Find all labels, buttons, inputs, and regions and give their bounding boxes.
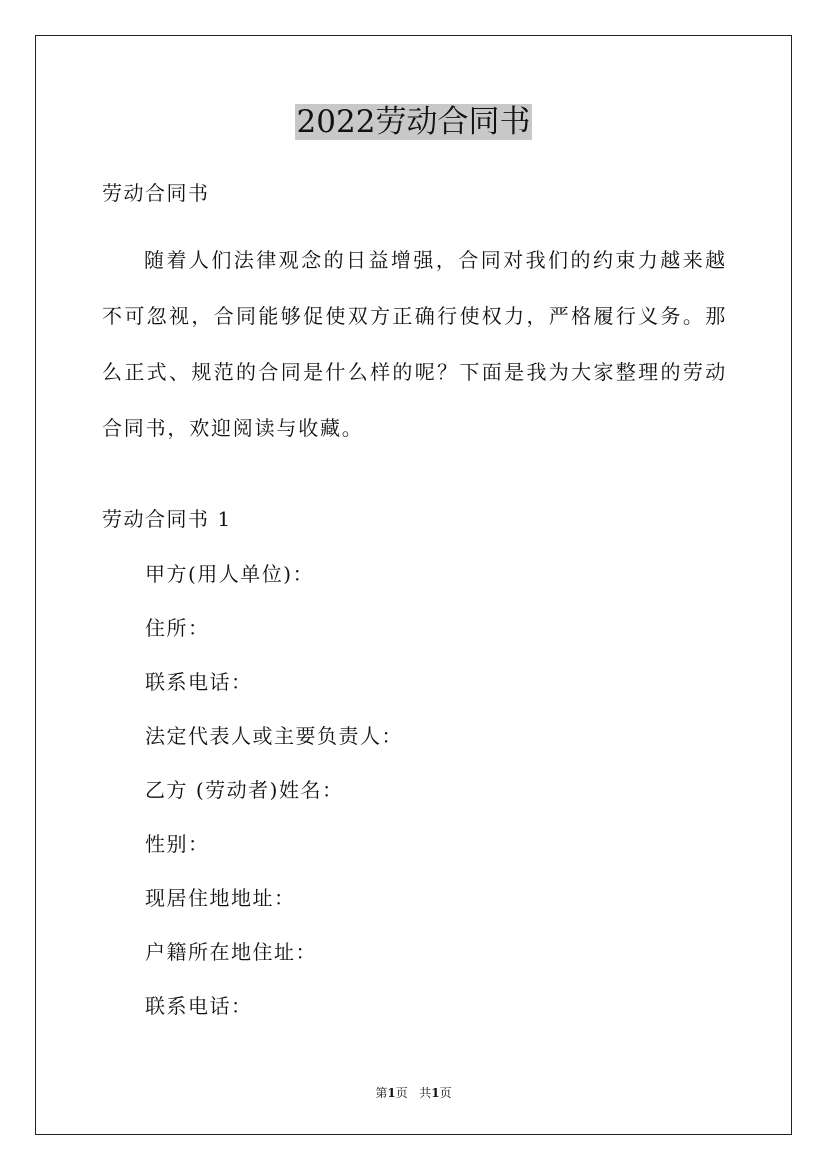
intro-paragraph: 随着人们法律观念的日益增强，合同对我们的约束力越来越不可忽视，合同能够促使双方正确行使权力，严格履行义务。那么正式、规范的合同是什么样的呢？下面是我为大家整理的劳动合同书，欢迎阅读与收藏。 (102, 248, 727, 440)
field-address-a: 住所： (145, 616, 210, 640)
total-suffix: 页 (439, 1086, 452, 1100)
total-prefix: 共 (419, 1086, 432, 1100)
section-title: 劳动合同书 1 (102, 507, 232, 531)
field-legal-representative: 法定代表人或主要负责人： (145, 724, 403, 748)
page-suffix: 页 (395, 1086, 408, 1100)
field-current-address: 现居住地地址： (145, 886, 296, 910)
page-prefix: 第 (375, 1086, 388, 1100)
field-phone-b: 联系电话： (145, 994, 253, 1018)
page-footer (0, 1084, 827, 1101)
document-heading: 劳动合同书 (102, 181, 210, 205)
field-gender: 性别： (145, 832, 210, 856)
field-party-a: 甲方(用人单位)： (145, 562, 315, 586)
field-phone-a: 联系电话： (145, 670, 253, 694)
document-title-text: 2022劳动合同书 (296, 104, 531, 140)
total-number: 1 (431, 1086, 440, 1100)
field-party-b-name: 乙方 (劳动者)姓名： (145, 778, 344, 802)
document-title (0, 100, 827, 144)
page-number: 1 (387, 1086, 396, 1100)
field-household-address: 户籍所在地住址： (145, 940, 317, 964)
